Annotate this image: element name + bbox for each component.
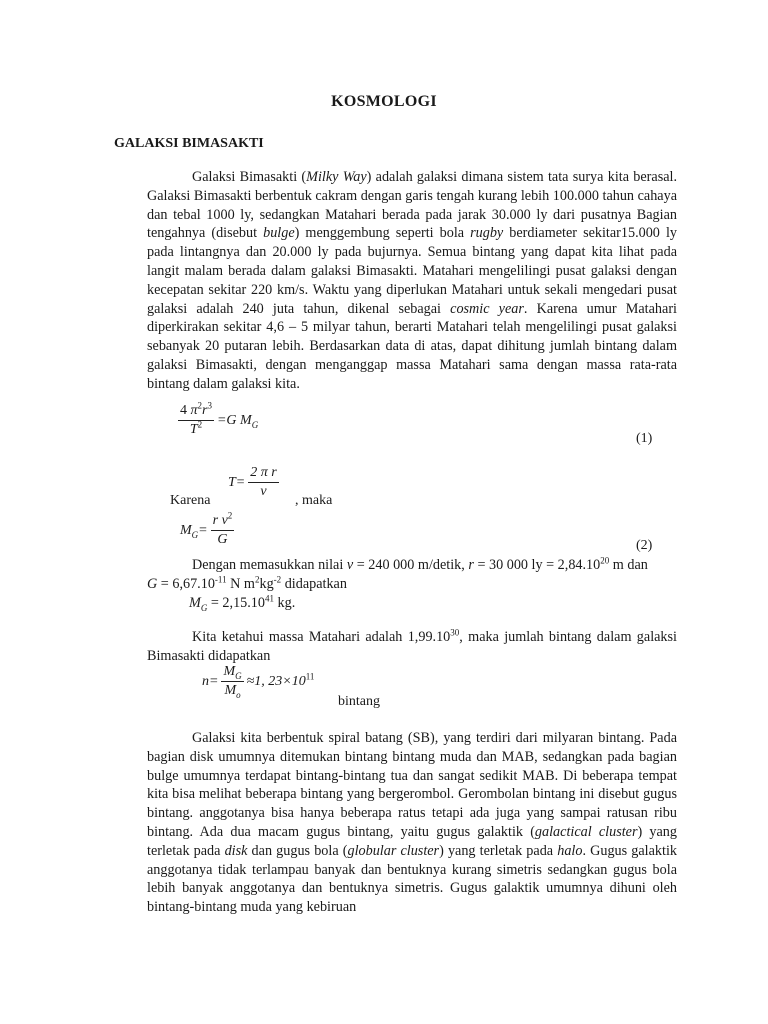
eq2-den: G	[217, 532, 228, 547]
p2-text-2: = 240 000 m/detik,	[353, 557, 469, 573]
p2-text-9: = 2,15.10	[207, 594, 265, 611]
section-heading: GALAKSI BIMASAKTI	[114, 136, 264, 151]
period-den: v	[260, 484, 267, 499]
period-fraction	[248, 465, 278, 500]
p2-text-10: kg.	[274, 594, 296, 611]
p2-text-5: = 6,67.10	[157, 575, 215, 592]
p1-text-1: Galaksi Bimasakti (	[192, 169, 307, 185]
paragraph-star-count	[147, 628, 677, 666]
p2-mg-sub: G	[200, 602, 208, 613]
equation-1	[178, 400, 259, 438]
eq2-lhs-sub: G	[191, 529, 199, 540]
p2-text-4: m dan	[609, 557, 648, 573]
paragraph-galaxy-structure	[147, 729, 677, 917]
period-num: 2 π r	[248, 465, 278, 483]
equation-2	[180, 510, 234, 548]
eq3-fraction	[221, 664, 243, 699]
eq1-r: r	[202, 403, 208, 418]
p4-text-2: ) yang terletak pada	[147, 823, 677, 859]
eq1-T: T	[189, 422, 198, 437]
p3-text-1: Kita ketahui massa Matahari adalah 1,99.10	[192, 629, 451, 645]
p1-text-3: ) menggembung seperti bola	[294, 225, 471, 242]
p1-bulge: bulge	[263, 225, 295, 242]
eq2-equals: =	[198, 522, 208, 538]
p2-exp-g: -11	[214, 574, 227, 585]
eq3-rhs: ≈1, 23×10	[246, 673, 306, 689]
p2-text-6: N m	[226, 575, 255, 592]
equation-1-number: (1)	[636, 431, 653, 446]
eq1-T-exp: 2	[197, 419, 203, 430]
eq1-coef: 4	[180, 403, 187, 418]
eq3-num: M	[223, 664, 236, 679]
eq3-den: M	[224, 683, 237, 698]
p2-exp-kg: -2	[273, 574, 282, 585]
p4-galactical-cluster: galactical cluster	[534, 823, 638, 840]
eq2-num: r v	[212, 513, 228, 528]
p4-text-1: Galaksi kita berbentuk spiral batang (SB), yang terdiri dari milyaran bintang. Pada bagian disk umumnya ditemukan bintang bintang muda dan MAB, sedangkan pada bagian bulge umumnya terdapat bintang-bintang tua dan sangat sedikit MAB. Di beberapa tempat kita bisa melihat beberapa bintang yang bergerombol. Gerombolan bintang ini disebut gugus bintang. anggotanya bisa hanya beberapa ratus tetapi ada juga yang sampai ratusan ribu bintang. Ada dua macam gugus bintang, yaitu gugus galaktik (	[147, 730, 677, 840]
eq2-num-exp: 2	[227, 510, 233, 521]
eq1-fraction	[178, 400, 214, 438]
p2-mg: M	[189, 594, 201, 611]
p2-G: G	[147, 575, 158, 592]
maka-label: , maka	[295, 493, 333, 508]
p2-v: v	[346, 557, 354, 573]
p1-text-2: ) adalah galaksi dimana sistem tata surya kita berasal. Galaksi Bimasakti berbentuk cakram dengan garis tengah kurang lebih 100.000 tahun cahaya dan tebal 1000 ly, sedangkan Matahari berada pada jarak 30.000 ly dari pusatnya Bagian tengahnya (disebut	[147, 169, 677, 242]
p4-disk: disk	[224, 842, 248, 859]
eq3-den-sub: o	[236, 689, 241, 700]
equation-3	[202, 664, 314, 699]
p2-text-7: kg	[259, 575, 274, 592]
p1-text-5: . Karena umur Matahari diperkirakan sekitar 4,6 – 5 milyar tahun, berarti Matahari telah mengelilingi pusat galaksi sebanyak 20 putaran lebih. Berdasarkan data di atas, dapat dihitung jumlah bintang dalam galaksi Bimasakti, dengan menganggap massa Matahari sama dengan massa rata-rata bintang dalam galaksi kita.	[147, 300, 677, 392]
p3-text-2: , maka jumlah bintang dalam galaksi Bimasakti didapatkan	[147, 629, 677, 664]
p2-r: r	[468, 557, 474, 573]
eq1-pi-exp: 2	[197, 400, 203, 411]
eq2-fraction	[211, 510, 235, 548]
p4-text-4: ) yang terletak pada	[439, 842, 558, 859]
p4-halo: halo	[557, 842, 583, 859]
eq3-lhs: n=	[202, 673, 219, 689]
paragraph-substitution	[147, 556, 677, 612]
p2-exp-r: 20	[600, 555, 610, 566]
eq3-num-sub: G	[235, 670, 242, 681]
paragraph-intro	[147, 168, 677, 394]
p1-text-4: berdiameter sekitar15.000 ly pada lintangnya dan 20.000 ly pada bujurnya. Semua bintang yang dapat kita lihat pada langit malam berada dalam galaksi Bimasakti. Matahari mengelilingi pusat galaksi dengan kecepatan sekitar 220 km/s. Waktu yang diperlukan Matahari untuk sekali mengedari pusat galaksi adalah 240 juta tahun, dikenal sebagai	[147, 225, 677, 317]
p2-text-1: Dengan memasukkan nilai	[192, 557, 347, 573]
p4-globular-cluster: globular cluster	[347, 842, 440, 859]
p4-text-5: . Gugus galaktik anggotanya tidak terlampau banyak dan bentuknya kurang simetris sedangkan gugus bola lebih banyak anggotanya dan bentuknya simetris. Gugus galaktik umumnya dihuni oleh bintang-bintang muda yang kebiruan	[147, 842, 677, 916]
p2-text-8: didapatkan	[281, 575, 347, 592]
eq1-r-exp: 3	[207, 400, 212, 411]
period-lhs: T=	[228, 474, 246, 490]
p3-exp: 30	[450, 627, 460, 638]
karena-label: Karena	[170, 493, 211, 508]
equation-3-unit: bintang	[338, 694, 380, 709]
p4-text-3: dan gugus bola (	[247, 842, 348, 859]
p1-rugby: rugby	[470, 225, 504, 242]
p1-milky-way: Milky Way	[306, 169, 367, 185]
eq2-lhs: M	[180, 522, 192, 538]
p1-cosmic-year: cosmic year	[450, 300, 524, 317]
eq1-rhs-sub: G	[251, 419, 259, 430]
eq3-rhs-exp: 11	[305, 670, 315, 681]
equation-2-number: (2)	[636, 538, 653, 553]
eq1-rhs: =G M	[216, 412, 252, 428]
document-title: KOSMOLOGI	[331, 93, 437, 110]
p2-text-3: = 30 000 ly = 2,84.10	[473, 557, 601, 573]
p2-exp-mg: 41	[265, 592, 274, 603]
equation-period	[228, 465, 279, 500]
eq1-pi: π	[190, 403, 198, 418]
p2-exp-m: 2	[254, 574, 260, 585]
